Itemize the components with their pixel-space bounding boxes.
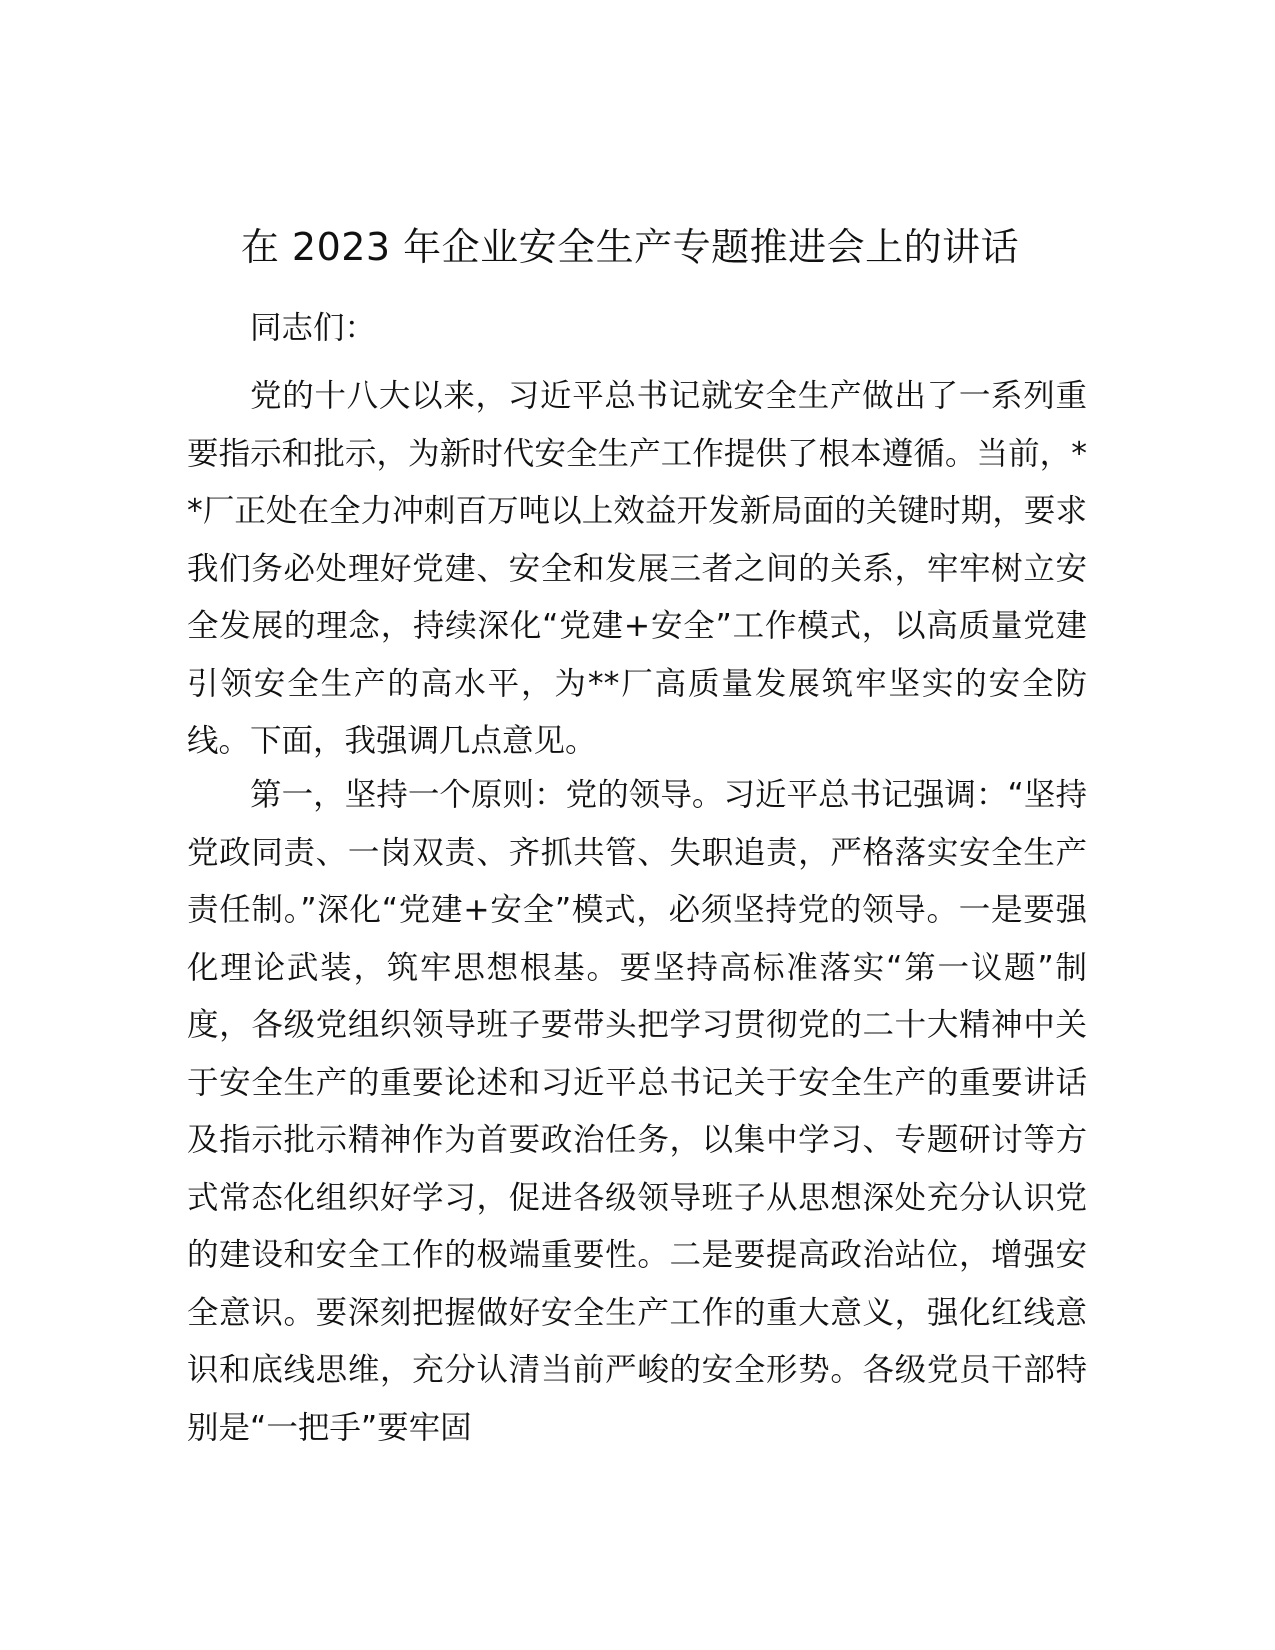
- greeting: 同志们：: [250, 310, 377, 346]
- document-title: 在 2023 年企业安全生产专题推进会上的讲话: [240, 225, 1020, 269]
- paragraph-intro: 党的十八大以来，习近平总书记就安全生产做出了一系列重要指示和批示，为新时代安全生产工作提供了根本遵循。当前，**厂正处在全力冲刺百万吨以上效益开发新局面的关键时期，要求我们务必处理好党建、安全和发展三者之间的关系，牢牢树立安全发展的理念，持续深化“党建+安全”工作模式，以高质量党建引领安全生产的高水平，为**厂高质量发展筑牢坚实的安全防线。下面，我强调几点意见。: [187, 378, 1087, 759]
- paragraph-first-principle: 第一，坚持一个原则：党的领导。习近平总书记强调：“坚持党政同责、一岗双责、齐抓共管、失职追责，严格落实安全生产责任制。”深化“党建+安全”模式，必须坚持党的领导。一是要强化理论武装，筑牢思想根基。要坚持高标准落实“第一议题”制度，各级党组织领导班子要带头把学习贯彻党的二十大精神中关于安全生产的重要论述和习近平总书记关于安全生产的重要讲话及指示批示精神作为首要政治任务，以集中学习、专题研讨等方式常态化组织好学习，促进各级领导班子从思想深处充分认识党的建设和安全工作的极端重要性。二是要提高政治站位，增强安全意识。要深刻把握做好安全生产工作的重大意义，强化红线意识和底线思维，充分认清当前严峻的安全形势。各级党员干部特别是“一把手”要牢固: [187, 777, 1087, 1446]
